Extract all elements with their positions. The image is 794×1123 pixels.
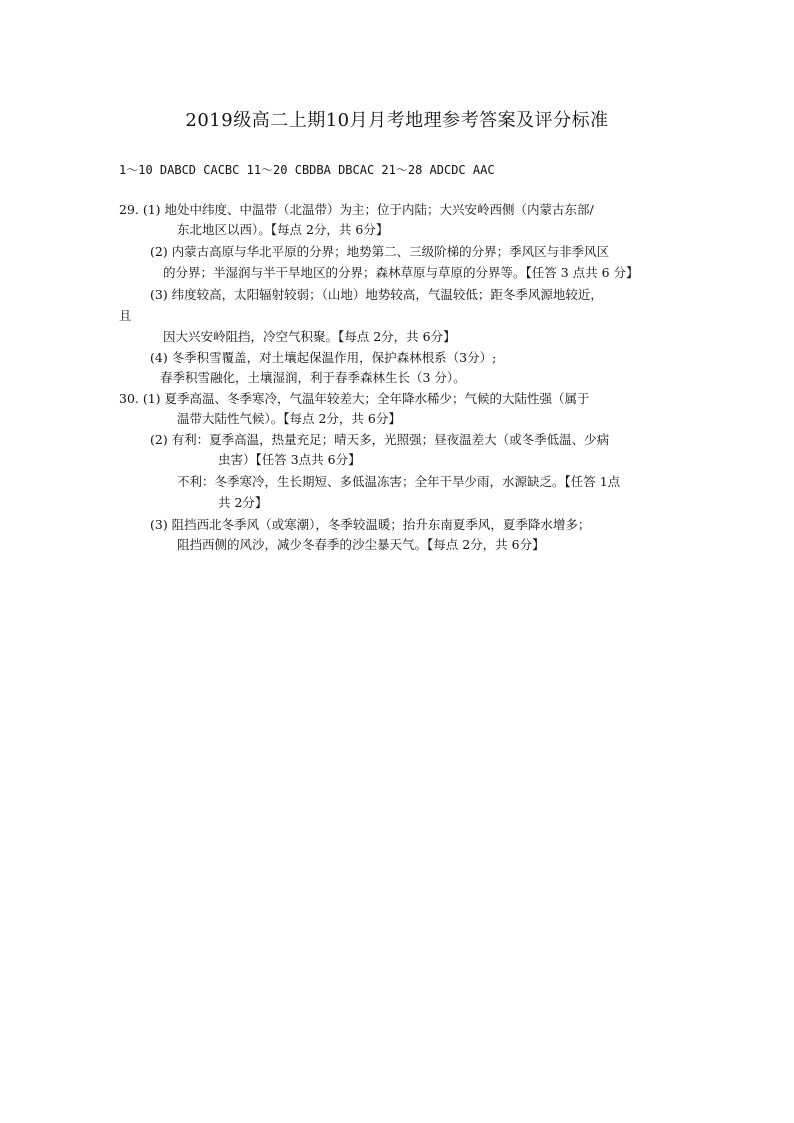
- q30-line-5: 不利：冬季寒冷，生长期短、多低温冻害；全年干旱少雨，水源缺乏。【任答 1点: [177, 474, 621, 489]
- q29-line-9: 春季积雪融化，土壤湿润，利于春季森林生长（3 分）。: [160, 370, 466, 385]
- q30-line-8: 阻挡西侧的风沙，减少冬春季的沙尘暴天气。【每点 2分，共 6分】: [177, 537, 545, 552]
- q30-line-1: 30. (1) 夏季高温、冬季寒冷，气温年较差大；全年降水稀少；气候的大陆性强（属于: [119, 391, 590, 406]
- q29-line-7: 因大兴安岭阻挡，冷空气积聚。【每点 2分，共 6分】: [163, 329, 456, 344]
- q30-line-6: 共 2分】: [218, 495, 268, 510]
- q30-line-7: (3) 阻挡西北冬季风（或寒潮），冬季较温暖；抬升东南夏季风，夏季降水增多；: [150, 517, 591, 532]
- q29-line-4: 的分界；半湿润与半干旱地区的分界；森林草原与草原的分界等。【任答 3 点共 6 分】: [163, 265, 639, 280]
- multiple-choice-answers: 1～10 DABCD CACBC 11～20 CBDBA DBCAC 21～28 ADCDC AAC: [119, 163, 495, 177]
- q30-line-3: (2) 有利：夏季高温，热量充足；晴天多，光照强；昼夜温差大（或冬季低温、少病: [150, 432, 610, 447]
- page-title: 2019级高二上期10月月考地理参考答案及评分标准: [185, 110, 609, 131]
- q29-line-3: (2) 内蒙古高原与华北平原的分界；地势第二、三级阶梯的分界；季风区与非季风区: [150, 244, 610, 259]
- q29-line-8: (4) 冬季积雪覆盖，对土壤起保温作用，保护森林根系（3分）;: [150, 350, 497, 365]
- q30-line-2: 温带大陆性气候）。【每点 2分，共 6分】: [177, 411, 401, 426]
- q29-line-6: 且: [119, 308, 132, 323]
- q30-line-4: 虫害）【任答 3点共 6分】: [218, 452, 361, 467]
- q29-line-5: (3) 纬度较高，太阳辐射较弱；（山地）地势较高，气温较低；距冬季风源地较近，: [150, 287, 603, 302]
- q29-line-1: 29. (1) 地处中纬度、中温带（北温带）为主；位于内陆；大兴安岭西侧（内蒙古东部/: [119, 202, 594, 217]
- q29-line-2: 东北地区以西）。【每点 2分，共 6分】: [177, 222, 389, 237]
